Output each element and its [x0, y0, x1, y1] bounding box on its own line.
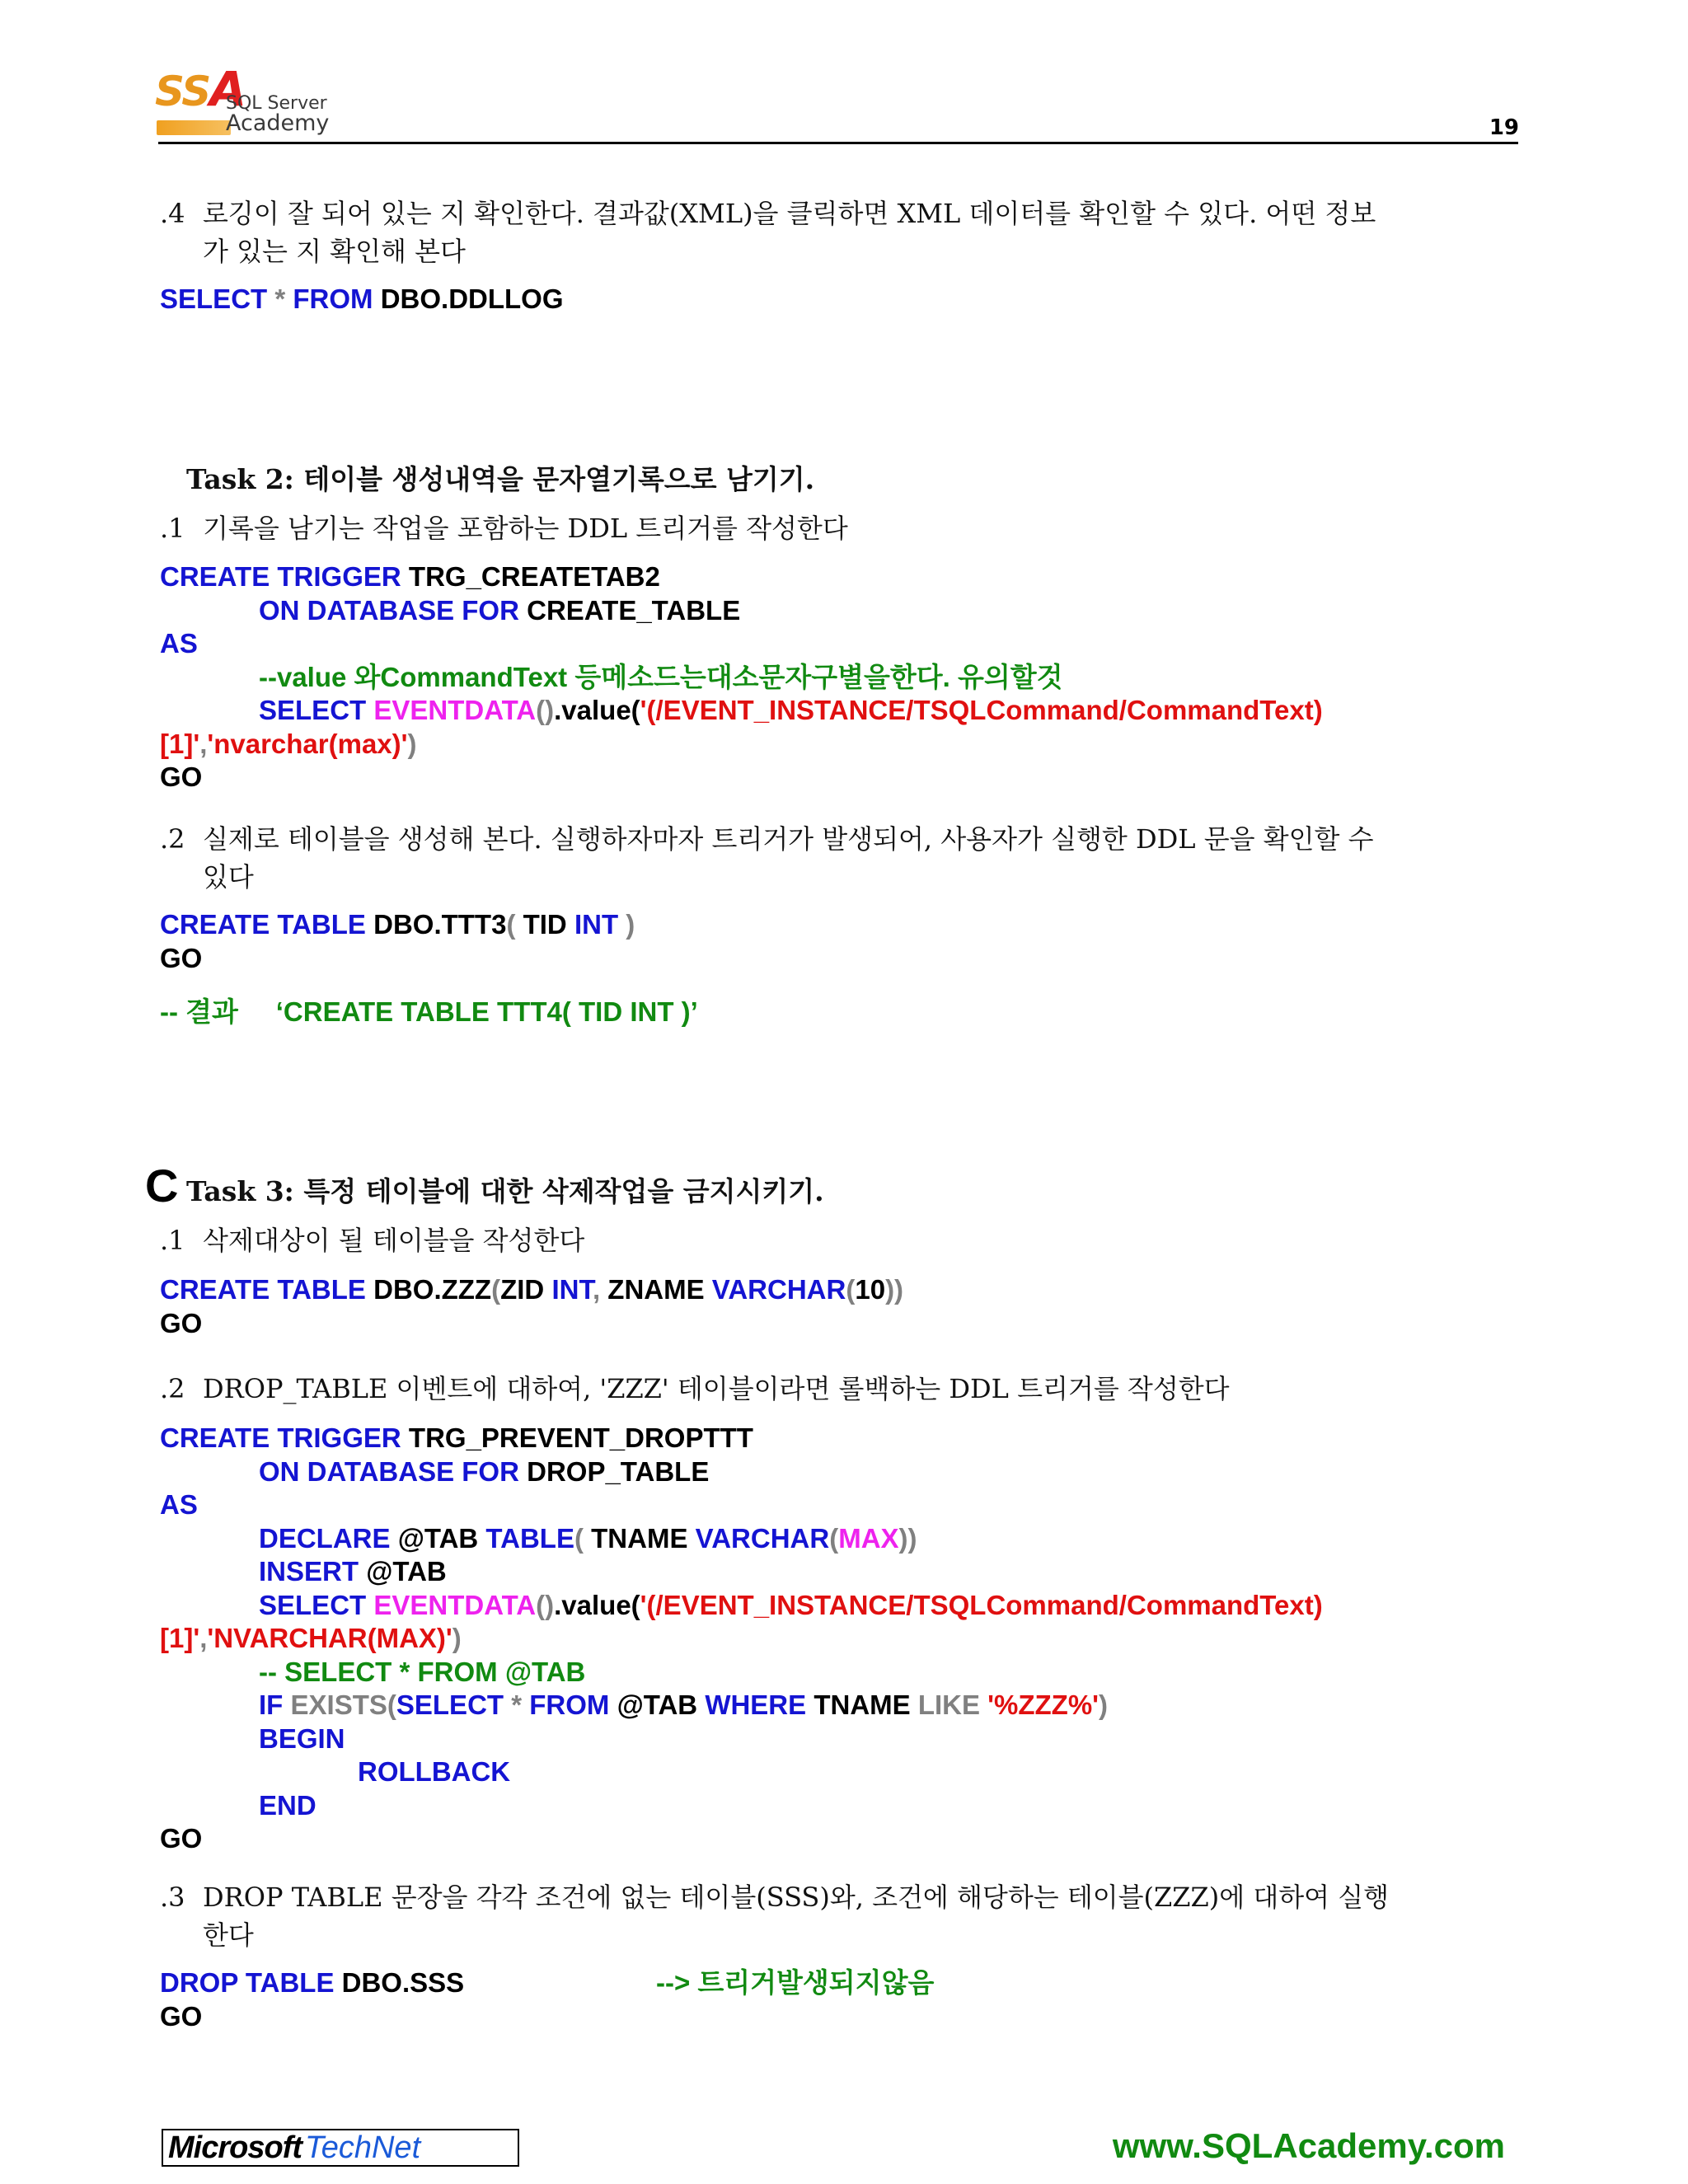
code-drop-comment: --> 트리거발생되지않음 [656, 1967, 935, 1998]
logo-mark: SSA [155, 61, 246, 117]
task-2-step-2: .2 실제로 테이블을 생성해 본다. 실행하자마자 트리거가 발생되어, 사용자가 실행한 DDL 문을 확인할 수 있다 [160, 823, 1374, 893]
section-marker-c: C [145, 1160, 179, 1212]
step-4-paragraph: .4 로깅이 잘 되어 있는 지 확인한다. 결과값(XML)을 클릭하면 XML 데이터를 확인할 수 있다. 어떤 정보 가 있는 지 확인해 본다 [160, 198, 1376, 267]
task-3-step-2: .2 DROP_TABLE 이벤트에 대하여, 'ZZZ' 테이블이라면 롤백하는 DDL 트리거를 작성한다 [160, 1373, 1230, 1404]
microsoft-technet-logo: Microsoft TechNet [162, 2129, 519, 2167]
result-comment: -- 결과 ‘CREATE TABLE TTT4( TID INT )’ [160, 996, 698, 1027]
task-2-title: Task 2: 테이블 생성내역을 문자열기록으로 남기기. [186, 463, 815, 495]
code-create-table-zzz: CREATE TABLE DBO.ZZZ(ZID INT, ZNAME VARCHAR(10)) GO [160, 1274, 904, 1338]
footer-website: www.SQLAcademy.com [1112, 2126, 1505, 2165]
code-drop-table-sss: DROP TABLE DBO.SSS GO [160, 1967, 465, 2032]
sql-academy-logo [140, 46, 338, 145]
code-create-trigger-2: CREATE TRIGGER TRG_PREVENT_DROPTTT ON DATABASE FOR DROP_TABLE AS DECLARE @TAB TABLE( TNAME VARCHAR(MAX)) INSERT @TAB SELECT EVENTDATA().value('(/EVENT_INSTANCE/TSQLCommand/CommandText) [1]','NVARCHAR(MAX)') -- SELECT * FROM @TAB IF EXISTS(SELECT * FROM @TAB WHERE TNAME LIKE '%ZZZ%') BEGIN ROLLBACK END GO [160, 1422, 1323, 1854]
task-2-step-1: .1 기록을 남기는 작업을 포함하는 DDL 트리거를 작성한다 [160, 513, 848, 544]
page-number: 19 [1489, 115, 1519, 140]
code-select-ddllog: SELECT * FROM DBO.DDLLOG [160, 284, 564, 314]
task-3-title: Task 3: 특정 테이블에 대한 삭제작업을 금지시키기. [186, 1175, 824, 1207]
header-rule [158, 142, 1518, 144]
code-create-table-ttt3: CREATE TABLE DBO.TTT3( TID INT ) GO [160, 909, 635, 973]
task-3-step-3: .3 DROP TABLE 문장을 각각 조건에 없는 테이블(SSS)와, 조건에 해당하는 테이블(ZZZ)에 대하여 실행 한다 [160, 1882, 1390, 1951]
task-3-step-1: .1 삭제대상이 될 테이블을 작성한다 [160, 1225, 585, 1256]
logo-stripe [157, 120, 231, 135]
code-create-trigger-1: CREATE TRIGGER TRG_CREATETAB2 ON DATABASE FOR CREATE_TABLE AS --value 와CommandText 등메소드는대소문자구별을한다. 유의할것 SELECT EVENTDATA().value('(/EVENT_INSTANCE/TSQLCommand/CommandText) [1]','nvarchar(max)') GO [160, 561, 1323, 792]
logo-text: SQL Server Academy [226, 93, 330, 136]
